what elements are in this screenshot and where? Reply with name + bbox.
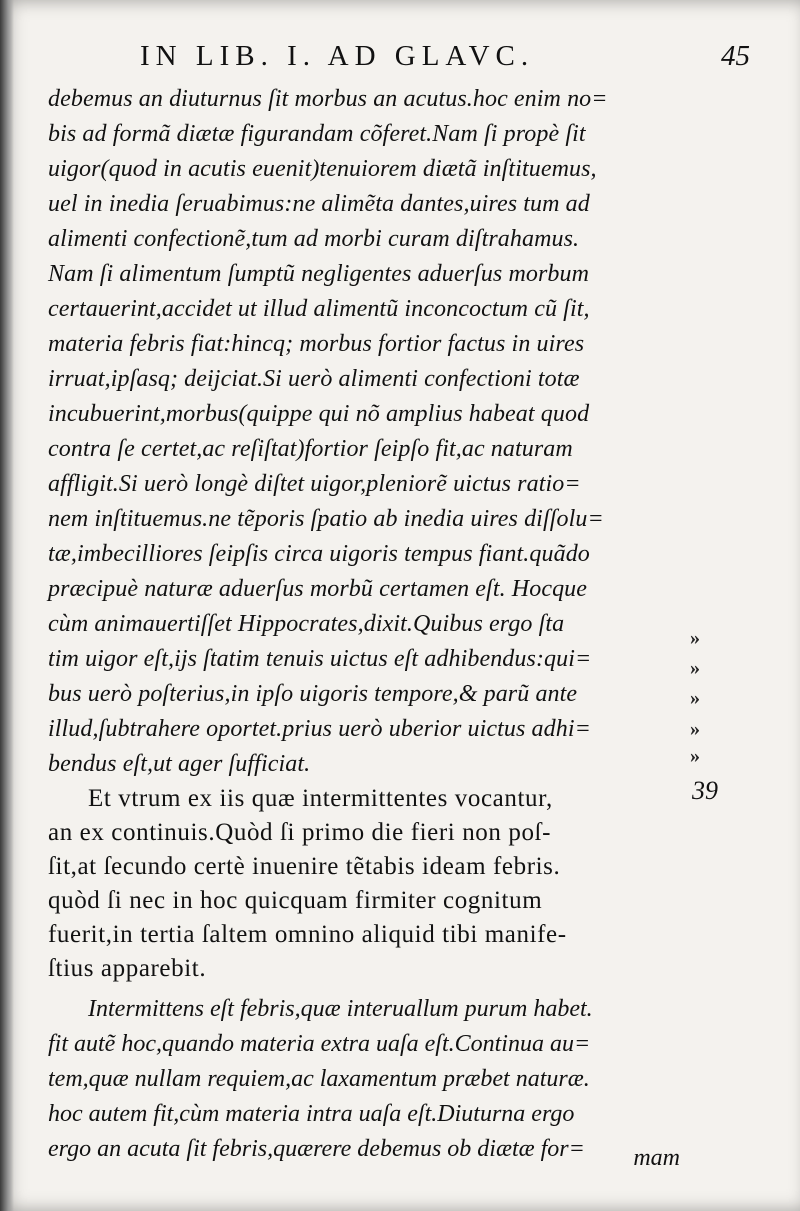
text-line: illud,ſubtrahere oportet.prius uerò uberior uictus adhi= <box>48 716 591 742</box>
margin-quote-mark: » <box>690 718 700 740</box>
running-head <box>120 40 760 80</box>
text-line: Nam ſi alimentum ſumptũ negligentes aduerſus morbum <box>48 261 590 287</box>
text-line: an ex continuis.Quòd ſi primo die fieri non poſ- <box>48 819 552 846</box>
text-line: ſit,at ſecundo certè inuenire tẽtabis ideam febris. <box>48 853 561 880</box>
text-line: certauerint,accidet ut illud alimentũ inconcoctum cũ ſit, <box>48 296 590 322</box>
text-line: debemus an diuturnus ſit morbus an acutus.hoc enim no= <box>48 86 608 112</box>
text-line: uigor(quod in acutis euenit)tenuiorem diætã inſtituemus, <box>48 156 597 182</box>
text-line: fit autẽ hoc,quando materia extra uaſa eſt.Continua au= <box>48 1031 591 1057</box>
page-number: 45 <box>721 40 750 72</box>
text-line: tim uigor eſt,ijs ſtatim tenuis uictus eſt adhibendus:qui= <box>48 646 592 672</box>
text-line: alimenti confectionẽ,tum ad morbi curam diſtrahamus. <box>48 226 580 252</box>
margin-quote-mark: » <box>690 657 700 679</box>
text-line: tem,quæ nullam requiem,ac laxamentum præbet naturæ. <box>48 1066 590 1092</box>
text-line: bis ad formã diætæ figurandam cõferet.Nam ſi propè ſit <box>48 121 586 147</box>
text-line: cùm animauertiſſet Hippocrates,dixit.Quibus ergo ſta <box>48 611 565 637</box>
text-line: ergo an acuta ſit febris,quærere debemus ob diætæ for= <box>48 1136 585 1162</box>
text-line: ſtius apparebit. <box>48 955 207 982</box>
page-gutter-shadow <box>0 0 14 1211</box>
text-line: Intermittens eſt febris,quæ interuallum purum habet. <box>88 996 593 1022</box>
catchword: mam <box>633 1145 680 1171</box>
text-line: Et vtrum ex iis quæ intermittentes vocantur, <box>88 785 553 812</box>
running-title: IN LIB. I. AD GLAVC. <box>140 40 535 72</box>
margin-quote-mark: » <box>690 687 700 709</box>
text-line: tæ,imbecilliores ſeipſis circa uigoris tempus fiant.quãdo <box>48 541 590 567</box>
text-line: præcipuè naturæ aduerſus morbũ certamen eſt. Hocque <box>48 576 588 602</box>
margin-quote-mark: » <box>690 745 700 767</box>
text-line: affligit.Si uerò longè diſtet uigor,pleniorẽ uictus ratio= <box>48 471 581 497</box>
text-line: bendus eſt,ut ager ſufficiat. <box>48 751 311 777</box>
text-line: bus uerò poſterius,in ipſo uigoris tempore,& parũ ante <box>48 681 578 707</box>
margin-section-number: 39 <box>692 776 718 805</box>
text-line: materia febris fiat:hincq; morbus fortior factus in uires <box>48 331 585 357</box>
text-line: incubuerint,morbus(quippe qui nõ amplius habeat quod <box>48 401 590 427</box>
text-line: irruat,ipſasq; deijciat.Si uerò alimenti confectioni totæ <box>48 366 580 392</box>
text-line: hoc autem fit,cùm materia intra uaſa eſt.Diuturna ergo <box>48 1101 575 1127</box>
text-line: contra ſe certet,ac reſiſtat)fortior ſeipſo fit,ac naturam <box>48 436 573 462</box>
text-line: nem inſtituemus.ne tẽporis ſpatio ab inedia uires diſſolu= <box>48 506 604 532</box>
text-line: quòd ſi nec in hoc quicquam firmiter cognitum <box>48 887 543 914</box>
text-line: uel in inedia ſeruabimus:ne alimẽta dantes,uires tum ad <box>48 191 590 217</box>
text-block <box>48 82 688 1167</box>
margin-quote-mark: » <box>690 627 700 649</box>
text-line: fuerit,in tertia ſaltem omnino aliquid tibi manife- <box>48 921 567 948</box>
